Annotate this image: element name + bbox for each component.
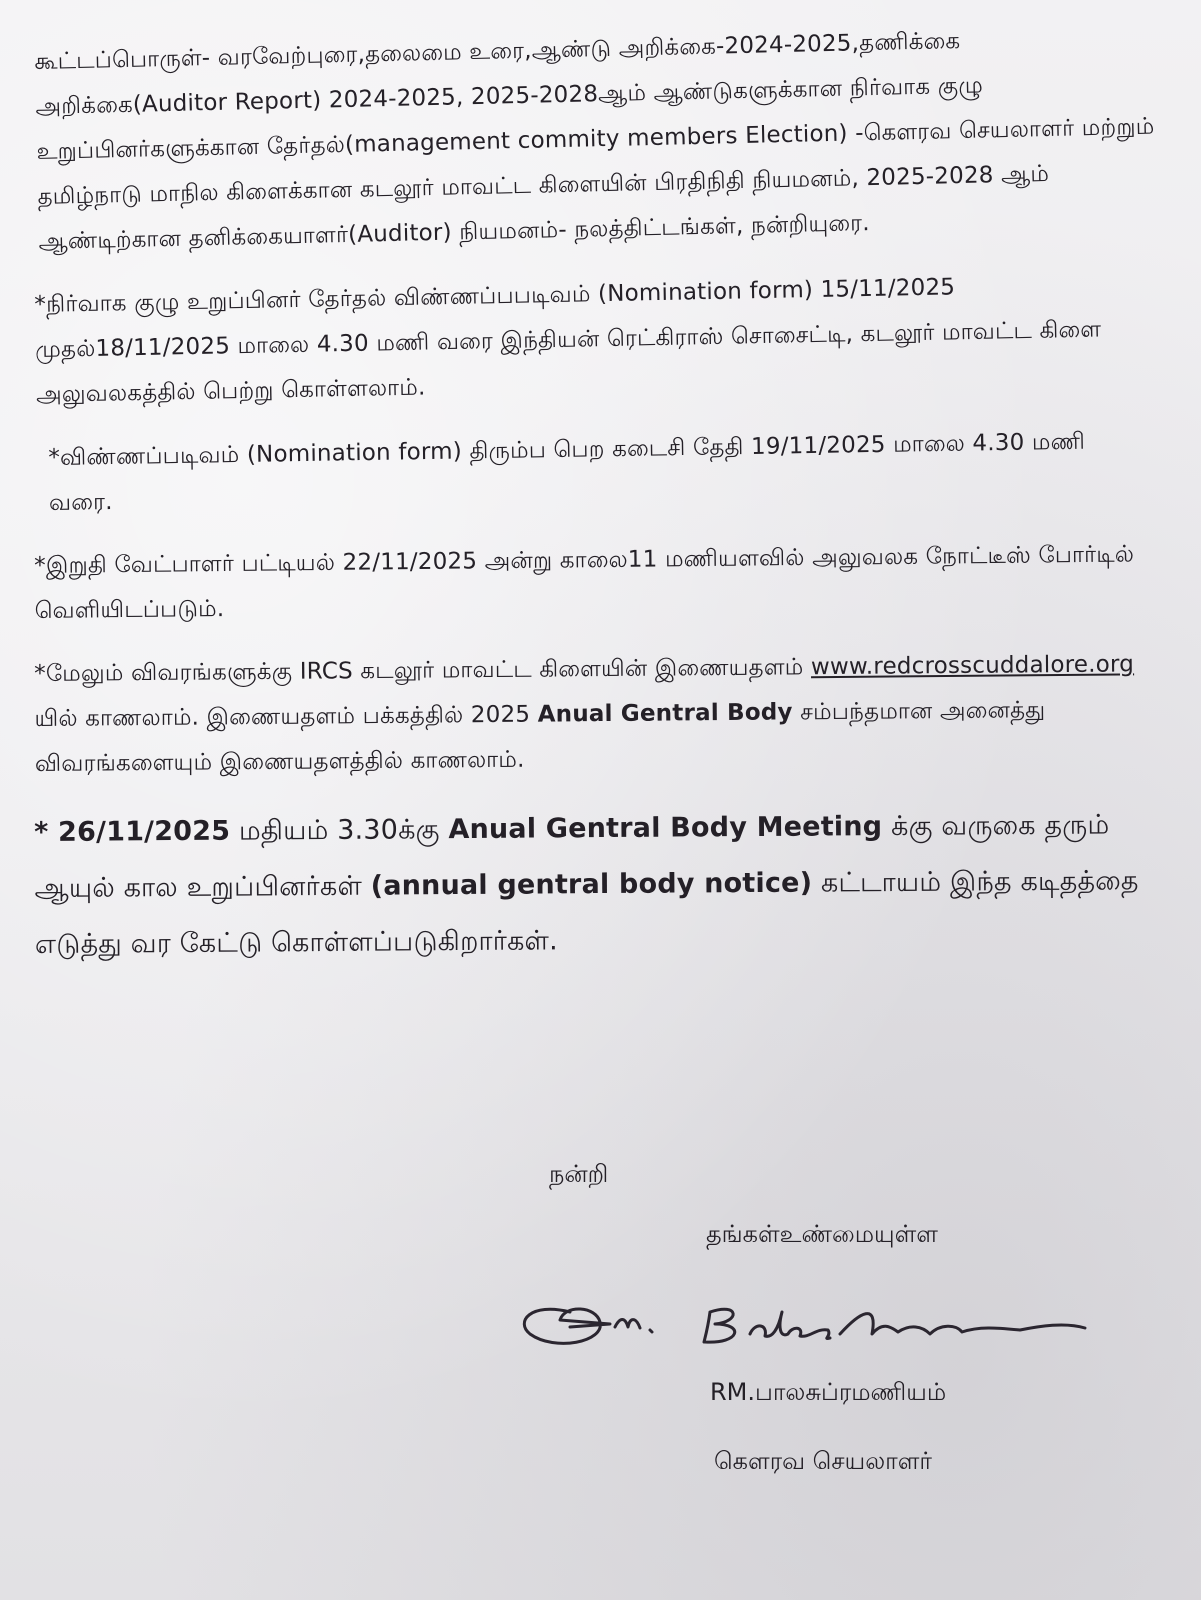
- agenda-paragraph: கூட்டப்பொருள்- வரவேற்புரை,தலைமை உரை,ஆண்டு அறிக்கை-2024-2025,தணிக்கை அறிக்கை(Auditor Report) 2024-2025, 2025-2028ஆம் ஆண்டுகளுக்கான நிர்வாக குழு உறுப்பினர்களுக்கான தேர்தல்(management commity members Election) -கௌரவ செயலாளர் மற்றும் தமிழ்நாடு மாநில கிளைக்கான கடலூர் மாவட்ட கிளையின் பிரதிநிதி நியமனம், 2025-2028 ஆம் ஆண்டிற்கான தனிக்கையாளர்(Auditor) நியமனம்- நலத்திட்டங்கள், நன்றியுரை.: [34, 27, 1155, 255]
- nomination-issue-paragraph: *நிர்வாக குழு உறுப்பினர் தேர்தல் விண்ணப்பபடிவம் (Nomination form) 15/11/2025 முதல்18/11/2025 மாலை 4.30 மணி வரை இந்தியன் ரெட்கிராஸ் சொசைட்டி, கடலூர் மாவட்ட கிளை அலுவலகத்தில் பெற்று கொள்ளலாம்.: [34, 274, 1102, 408]
- signatory-name: RM.பாலசுப்ரமணியம்: [710, 1378, 947, 1406]
- yours-faithfully-text: தங்கள்உண்மையுள்ள: [706, 1220, 938, 1248]
- more-info-prefix: *மேலும் விவரங்களுக்கு IRCS கடலூர் மாவட்ட கிளையின் இணையதளம்: [34, 654, 812, 687]
- final-list-paragraph: *இறுதி வேட்பாளர் பட்டியல் 22/11/2025 அன்று காலை11 மணியளவில் அலுவலக நோட்டீஸ் போர்டில் வெளியிடப்படும்.: [34, 541, 1135, 624]
- signatory-title: கௌரவ செயலாளர்: [714, 1447, 932, 1475]
- meeting-text-2: கட்டாயம் இந்த கடிதத்தை எடுத்து வர கேட்டு கொள்ளப்படுகிறார்கள்.: [34, 865, 1139, 960]
- meeting-text-1: க்கு வருகை தரும் ஆயுல் கால உறுப்பினர்கள்: [34, 809, 1110, 904]
- meeting-time: மதியம் 3.30க்கு: [230, 814, 449, 847]
- letter-body: [34, 27, 1155, 991]
- meeting-notice: (annual gentral body notice): [370, 867, 813, 902]
- more-info-middle: யில் காணலாம். இணையதளம் பக்கத்தில் 2025: [34, 701, 538, 732]
- meeting-date: * 26/11/2025: [34, 815, 231, 848]
- more-info-suffix: சம்பந்தமான அனைத்து விவரங்களையும் இணையதளத்தில் காணலாம்.: [34, 697, 1046, 777]
- more-info-bold: Anual Gentral Body: [537, 699, 793, 728]
- meeting-event: Anual Gentral Body Meeting: [448, 811, 883, 846]
- nomination-return-paragraph: *விண்ணப்படிவம் (Nomination form) திரும்ப பெற கடைசி தேதி 19/11/2025 மாலை 4.30 மணி வரை.: [48, 428, 1086, 516]
- more-info-paragraph: [34, 642, 1155, 787]
- signature: [510, 1272, 1100, 1362]
- website-link[interactable]: www.redcrosscuddalore.org: [810, 651, 1135, 681]
- thanks-text: நன்றி: [549, 1160, 609, 1188]
- meeting-paragraph: [34, 797, 1155, 973]
